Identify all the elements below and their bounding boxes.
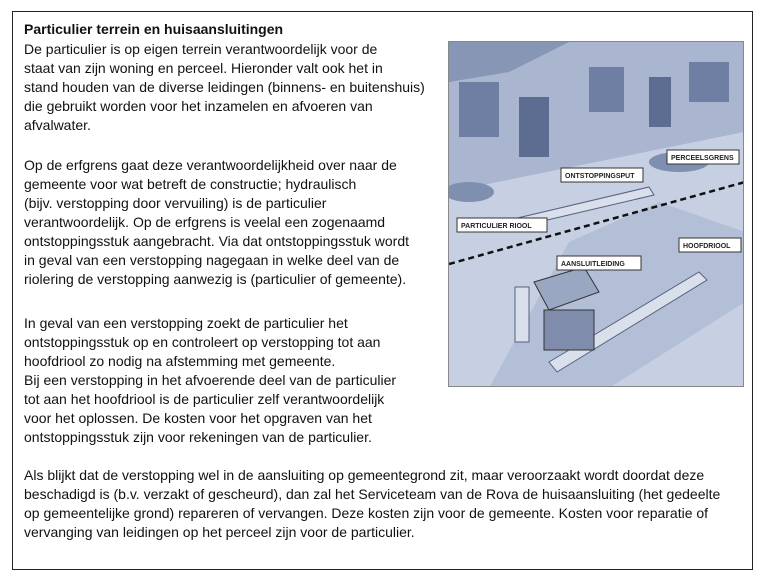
paragraph-4: Als blijkt dat de verstopping wel in de aansluiting op gemeentegrond zit, maar veroorzaakt wordt doordat deze beschadigd is (b.v. verzakt of gescheurd), dan zal het Serviceteam van de Rova de huisaansluiting (het gedeelte op gemeentelijke grond) repareren of vervangen. Deze kosten zijn voor de gemeente. Kosten voor reparatie of vervanging van leidingen op het perceel zijn voor de particulier.: [24, 467, 721, 540]
window-middle: [589, 67, 624, 112]
paragraph-2: Op de erfgrens gaat deze verantwoordelijkheid over naar de gemeente voor wat betreft de constructie; hydraulisch (bijv. verstopping door vervuiling) is de particulier verantwoordelijk. Op de erfgrens is veelal een zogenaamd ontstoppingsstuk aangebracht. Via dat ontstoppingsstuk wordt in geval van een verstopping nagegaan in welke deel van de riolering de verstopping aanwezig is (particulier of gemeente).: [24, 157, 409, 287]
label-aansluitleiding: AANSLUITLEIDING: [561, 261, 625, 268]
window-left: [459, 82, 499, 137]
illustration-svg: [449, 42, 744, 387]
cleanout-pit-body: [544, 310, 594, 350]
door-right: [649, 77, 671, 127]
window-right: [689, 62, 729, 102]
riser-pipe: [515, 287, 529, 342]
paragraph-3: In geval van een verstopping zoekt de particulier het ontstoppingsstuk op en controleert op verstopping tot aan hoofdriool zo nodig na afstemming met gemeente. Bij een verstopping in het afvoerende deel van de particulier tot aan het hoofdriool is de particulier zelf verantwoordelijk voor het oplossen. De kosten voor het opgraven van het ontstoppingsstuk zijn voor rekeningen van de particulier.: [24, 315, 397, 445]
label-perceelsgrens: PERCEELSGRENS: [671, 155, 734, 162]
label-ontstoppingsput: ONTSTOPPINGSPUT: [565, 173, 635, 180]
door-left: [519, 97, 549, 157]
document-title: Particulier terrein en huisaansluitingen: [24, 21, 284, 37]
paragraph-1: De particulier is op eigen terrein verantwoordelijk voor de staat van zijn woning en perceel. Hieronder valt ook het in stand houden van de diverse leidingen (binnens- en buitenshuis) die gebruikt worden voor het inzamelen en afvoeren van afvalwater.: [24, 41, 425, 133]
label-hoofdriool: HOOFDRIOOL: [683, 243, 731, 250]
label-particulier-riool: PARTICULIER RIOOL: [461, 223, 532, 230]
sewer-connection-illustration: [448, 41, 744, 387]
